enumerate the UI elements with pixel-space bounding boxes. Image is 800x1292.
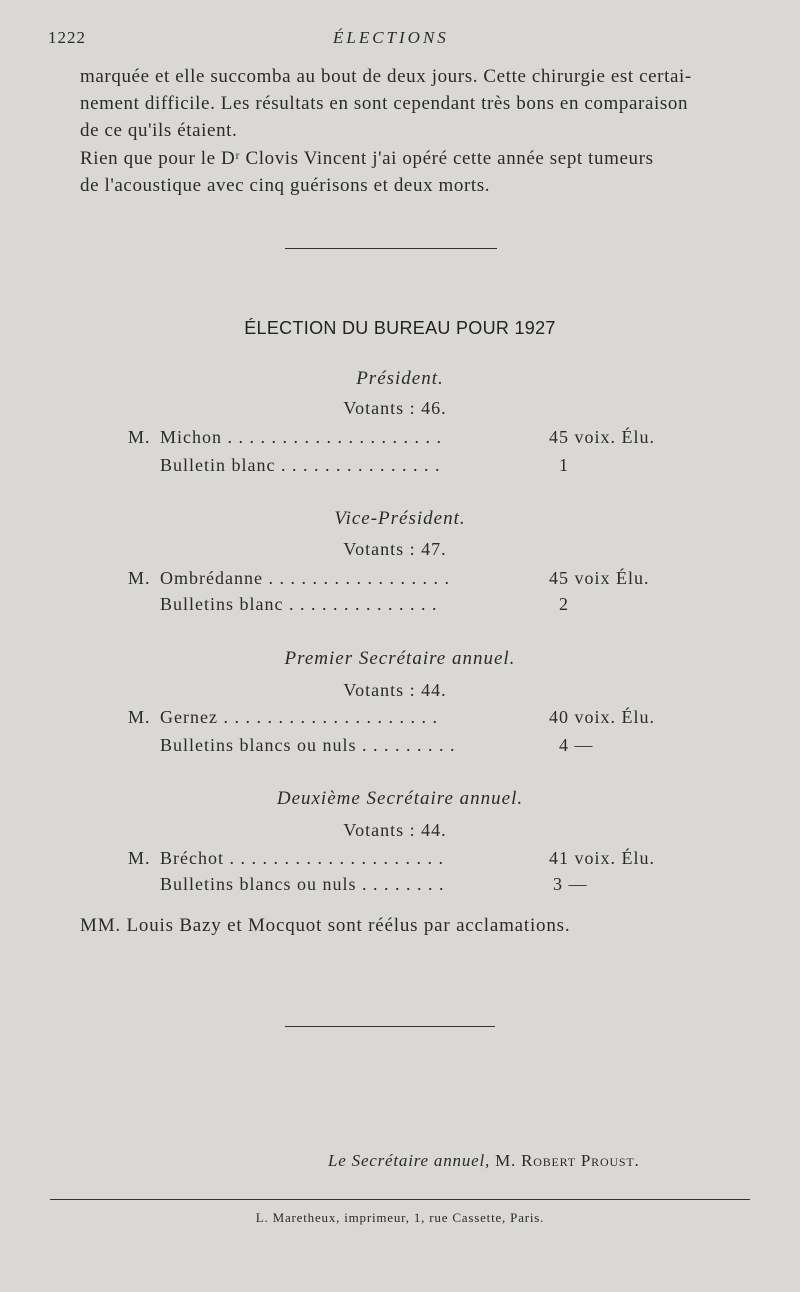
elected-result: 40 voix. Élu. xyxy=(549,707,655,727)
elected-result: 45 voix. Élu. xyxy=(549,427,655,447)
blank-label: Bulletins blancs ou nuls . . . . . . . . xyxy=(160,874,445,894)
closing-sentence: MM. Louis Bazy et Mocquot sont réélus par acclamations. xyxy=(80,915,571,936)
elected-name: Bréchot . . . . . . . . . . . . . . . . . . . . xyxy=(160,848,444,868)
intro-line: de l'acoustique avec cinq guérisons et deux morts. xyxy=(80,175,491,196)
votants: Votants : 44. xyxy=(343,680,447,700)
elected-name: Gernez . . . . . . . . . . . . . . . . . . . . xyxy=(160,707,438,727)
elected-prefix: M. xyxy=(128,568,151,588)
section-divider xyxy=(285,248,497,249)
intro-line: nement difficile. Les résultats en sont cependant très bons en comparaison xyxy=(80,93,689,114)
votants: Votants : 44. xyxy=(343,820,447,840)
elected-prefix: M. xyxy=(128,427,151,447)
elected-prefix: M. xyxy=(128,707,151,727)
blank-label: Bulletin blanc . . . . . . . . . . . . . . . xyxy=(160,455,441,475)
intro-line: marquée et elle succomba au bout de deux jours. Cette chirurgie est certai- xyxy=(80,66,692,87)
elected-result: 41 voix. Élu. xyxy=(549,848,655,868)
signature xyxy=(328,1151,640,1171)
election-heading: ÉLECTION DU BUREAU POUR 1927 xyxy=(244,318,556,338)
section-title: Vice-Président. xyxy=(334,508,466,529)
blank-label: Bulletins blancs ou nuls . . . . . . . . . xyxy=(160,735,456,755)
blank-count: 3 — xyxy=(553,874,588,894)
section-title: Deuxième Secrétaire annuel. xyxy=(276,788,524,809)
footer-rule xyxy=(50,1199,750,1200)
blank-label: Bulletins blanc . . . . . . . . . . . . . . xyxy=(160,594,438,614)
section-title: Président. xyxy=(356,368,444,389)
votants: Votants : 47. xyxy=(343,539,447,559)
section-divider xyxy=(285,1026,495,1027)
blank-count: 4 — xyxy=(559,735,594,755)
signature-role: Le Secrétaire annuel, xyxy=(328,1151,491,1170)
intro-line: Rien que pour le Dʳ Clovis Vincent j'ai opéré cette année sept tumeurs xyxy=(80,148,654,169)
votants: Votants : 46. xyxy=(343,398,447,418)
elected-prefix: M. xyxy=(128,848,151,868)
blank-count: 2 xyxy=(559,594,569,614)
page-number: 1222 xyxy=(48,28,86,47)
elected-name: Ombrédanne . . . . . . . . . . . . . . . . . xyxy=(160,568,450,588)
section-title: Premier Secrétaire annuel. xyxy=(284,648,516,669)
blank-count: 1 xyxy=(559,455,569,475)
running-title: ÉLECTIONS xyxy=(333,28,449,47)
signature-name: M. Robert Proust. xyxy=(495,1151,640,1170)
intro-line: de ce qu'ils étaient. xyxy=(80,120,238,141)
printer-footer: L. Maretheux, imprimeur, 1, rue Cassette, Paris. xyxy=(255,1210,545,1225)
elected-name: Michon . . . . . . . . . . . . . . . . . . . . xyxy=(160,427,442,447)
elected-result: 45 voix Élu. xyxy=(549,568,650,588)
